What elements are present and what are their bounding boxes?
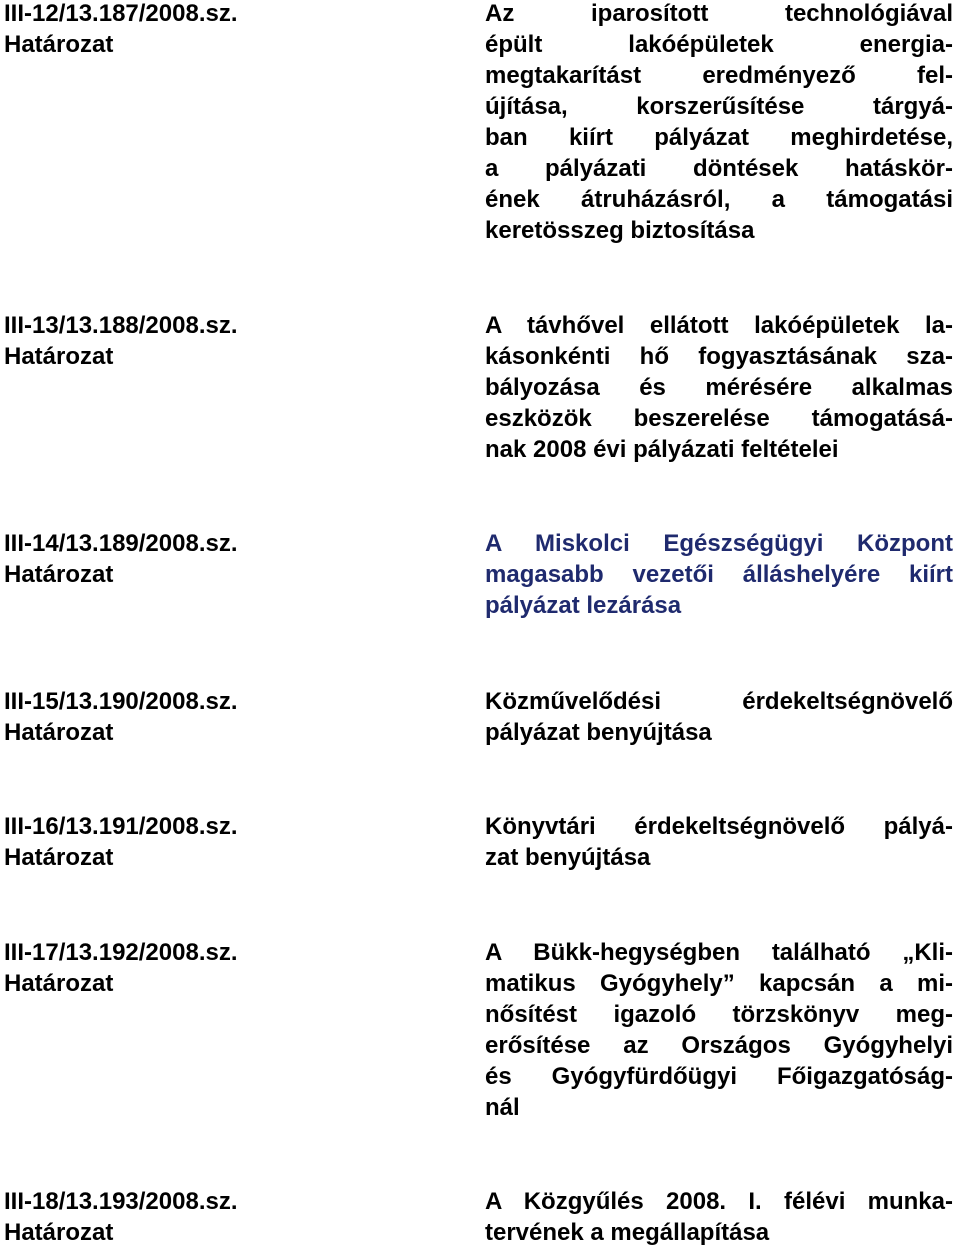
- resolution-reference: [4, 686, 304, 748]
- subject-line: pályázat lezárása: [485, 592, 682, 619]
- resolution-number: III-13/13.188/2008.sz.: [4, 312, 238, 339]
- resolution-number: III-14/13.189/2008.sz.: [4, 530, 238, 557]
- resolution-type: Határozat: [4, 719, 114, 746]
- subject-line: Közművelődési érdekeltségnövelő: [485, 688, 953, 715]
- resolution-number: III-18/13.193/2008.sz.: [4, 1188, 238, 1215]
- subject-line: nál: [485, 1094, 520, 1121]
- subject-line: matikus Gyógyhely” kapcsán a mi-: [485, 970, 953, 997]
- resolution-type: Határozat: [4, 970, 114, 997]
- subject-line: tervének a megállapítása: [485, 1219, 770, 1246]
- resolution-subject: [485, 686, 953, 748]
- subject-line: keretösszeg biztosítása: [485, 217, 755, 244]
- resolution-type: Határozat: [4, 343, 114, 370]
- subject-line: ének átruházásról, a támogatási: [485, 186, 953, 213]
- resolution-reference: [4, 310, 304, 372]
- resolution-subject: [485, 0, 953, 246]
- resolution-type: Határozat: [4, 561, 114, 588]
- subject-line: ban kiírt pályázat meghirdetése,: [485, 124, 953, 151]
- subject-line: és Gyógyfürdőügyi Főigazgatóság-: [485, 1063, 953, 1090]
- subject-line: pályázat benyújtása: [485, 719, 712, 746]
- resolution-number: III-12/13.187/2008.sz.: [4, 0, 238, 27]
- resolution-reference: [4, 0, 304, 60]
- subject-line: A Bükk-hegységben található „Kli-: [485, 939, 953, 966]
- resolution-subject: [485, 1186, 953, 1248]
- resolution-type: Határozat: [4, 844, 114, 871]
- resolution-subject: [485, 528, 953, 621]
- subject-line: eszközök beszerelése támogatásá-: [485, 405, 953, 432]
- subject-line: A Miskolci Egészségügyi Központ: [485, 530, 953, 557]
- subject-line: A távhővel ellátott lakóépületek la-: [485, 312, 953, 339]
- resolution-number: III-15/13.190/2008.sz.: [4, 688, 238, 715]
- subject-line: bályozása és mérésére alkalmas: [485, 374, 953, 401]
- subject-line: erősítése az Országos Gyógyhelyi: [485, 1032, 953, 1059]
- subject-line: épült lakóépületek energia-: [485, 31, 953, 58]
- subject-line: a pályázati döntések hatáskör-: [485, 155, 953, 182]
- subject-line: magasabb vezetői álláshelyére kiírt: [485, 561, 953, 588]
- resolution-subject: [485, 811, 953, 873]
- subject-line: nak 2008 évi pályázati feltételei: [485, 436, 839, 463]
- resolution-number: III-17/13.192/2008.sz.: [4, 939, 238, 966]
- resolution-subject: [485, 937, 953, 1123]
- resolution-type: Határozat: [4, 1219, 114, 1246]
- subject-line: Az iparosított technológiával: [485, 0, 953, 27]
- resolution-reference: [4, 528, 304, 590]
- subject-line: A Közgyűlés 2008. I. félévi munka-: [485, 1188, 953, 1215]
- resolution-reference: [4, 937, 304, 999]
- subject-line: újítása, korszerűsítése tárgyá-: [485, 93, 953, 120]
- resolution-type: Határozat: [4, 31, 114, 58]
- resolution-reference: [4, 1186, 304, 1248]
- subject-line: zat benyújtása: [485, 844, 651, 871]
- resolution-reference: [4, 811, 304, 873]
- subject-line: megtakarítást eredményező fel-: [485, 62, 953, 89]
- subject-line: kásonkénti hő fogyasztásának sza-: [485, 343, 953, 370]
- resolution-number: III-16/13.191/2008.sz.: [4, 813, 238, 840]
- subject-line: Könyvtári érdekeltségnövelő pályá-: [485, 813, 953, 840]
- subject-line: nősítést igazoló törzskönyv meg-: [485, 1001, 953, 1028]
- resolution-subject: [485, 310, 953, 465]
